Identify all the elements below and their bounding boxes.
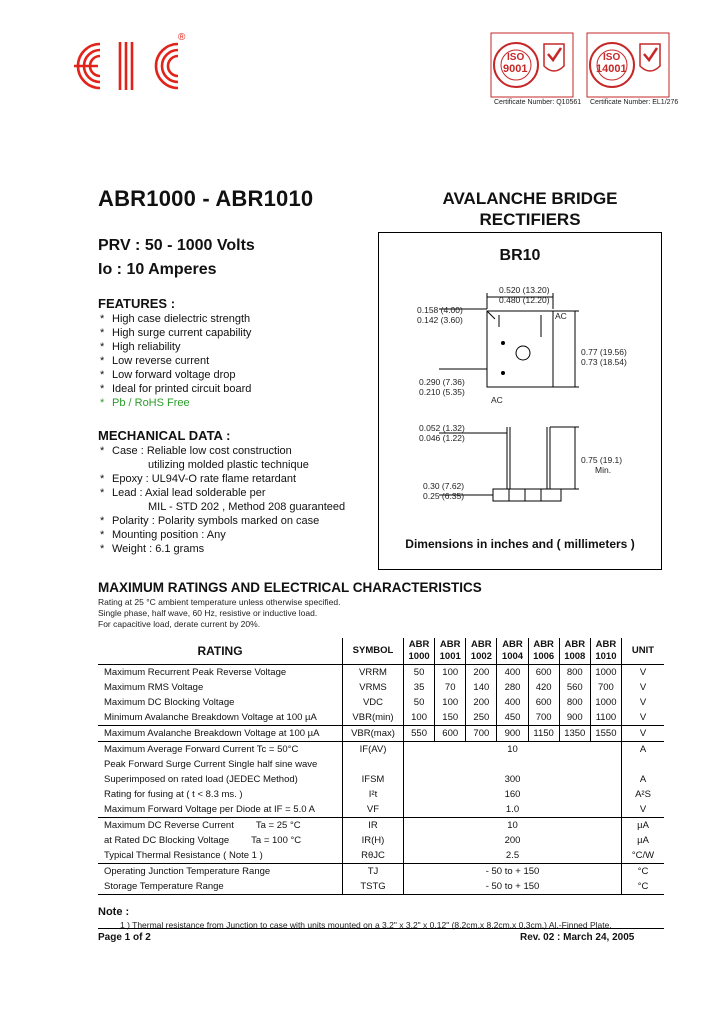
row-symbol: IR — [343, 818, 404, 834]
col-part: ABR 1002 — [466, 638, 497, 665]
page-number: Page 1 of 2 — [98, 932, 151, 943]
row-symbol: VBR(max) — [343, 726, 404, 742]
row-value: - 50 to + 150 — [404, 879, 622, 895]
table-row — [98, 757, 664, 772]
table-row — [98, 864, 664, 880]
row-label: Maximum Recurrent Peak Reverse Voltage — [98, 665, 343, 681]
cert-caption-1: Certificate Number: Q10561 — [494, 99, 582, 106]
feature-item-rohs: * Pb / RoHS Free — [100, 397, 190, 409]
col-part: ABR 1001 — [435, 638, 466, 665]
row-unit: V — [622, 710, 665, 726]
table-row — [98, 665, 664, 681]
row-unit: V — [622, 680, 665, 695]
row-value: 2.5 — [404, 848, 622, 864]
part-range-title: ABR1000 - ABR1010 — [98, 186, 314, 211]
mech-item: * Polarity : Polarity symbols marked on case — [100, 515, 320, 527]
row-label: Storage Temperature Range — [98, 879, 343, 895]
row-value: 1150 — [528, 726, 559, 742]
row-value: 420 — [528, 680, 559, 695]
row-value: 550 — [404, 726, 435, 742]
row-unit: °C — [622, 879, 665, 895]
row-value: 600 — [528, 695, 559, 710]
feature-item: * Ideal for printed circuit board — [100, 383, 252, 395]
rating-note-3: For capacitive load, derate current by 20%. — [98, 619, 261, 629]
mech-item-cont: utilizing molded plastic technique — [148, 459, 309, 471]
row-label: at Rated DC Blocking Voltage Ta = 100 °C — [104, 835, 302, 846]
row-symbol: VDC — [343, 695, 404, 710]
feature-item: * High case dielectric strength — [100, 313, 251, 325]
row-value: 200 — [466, 665, 497, 681]
row-symbol: VF — [343, 802, 404, 818]
row-value: 900 — [559, 710, 590, 726]
row-value: 1000 — [590, 695, 621, 710]
row-value: 800 — [559, 665, 590, 681]
row-value: 100 — [435, 695, 466, 710]
dim-lead-space: 0.290 (7.36) 0.210 (5.35) — [419, 377, 465, 397]
row-value: 70 — [435, 680, 466, 695]
row-value: 200 — [404, 833, 622, 848]
row-symbol: TJ — [343, 864, 404, 880]
row-value: 1550 — [590, 726, 621, 742]
row-value: 280 — [497, 680, 528, 695]
row-unit: A²S — [622, 787, 665, 802]
col-unit: UNIT — [622, 638, 665, 665]
dim-width: 0.520 (13.20) 0.480 (12.20) — [499, 285, 550, 305]
row-value: 800 — [559, 695, 590, 710]
row-label: Operating Junction Temperature Range — [98, 864, 343, 880]
ac-label-bottom: AC — [491, 395, 503, 405]
dimension-caption: Dimensions in inches and ( millimeters ) — [405, 537, 635, 551]
row-label: Maximum RMS Voltage — [104, 682, 204, 693]
dim-height: 0.77 (19.56) 0.73 (18.54) — [581, 347, 627, 367]
row-symbol — [343, 757, 404, 772]
row-label: Maximum DC Blocking Voltage — [104, 697, 235, 708]
cert-caption-2: Certificate Number: EL1/276 — [590, 99, 679, 106]
row-value: 900 — [497, 726, 528, 742]
mech-item: * Lead : Axial lead solderable per — [100, 487, 266, 499]
row-symbol: I²t — [343, 787, 404, 802]
row-value: 700 — [466, 726, 497, 742]
row-label: Peak Forward Surge Current Single half sine wave — [104, 759, 318, 770]
row-value: 100 — [435, 665, 466, 681]
row-value: 1.0 — [404, 802, 622, 818]
table-row — [98, 802, 664, 818]
row-unit: V — [622, 726, 665, 742]
row-value: 100 — [404, 710, 435, 726]
table-row — [98, 726, 664, 742]
row-symbol: VRRM — [343, 665, 404, 681]
row-value: 10 — [404, 818, 622, 834]
eic-logo — [60, 32, 190, 96]
iso9001-iso: ISO — [507, 52, 525, 63]
row-value: 600 — [528, 665, 559, 681]
mech-item: * Weight : 6.1 grams — [100, 543, 205, 555]
mech-item: * Epoxy : UL94V-O rate flame retardant — [100, 473, 297, 485]
row-value: 140 — [466, 680, 497, 695]
row-value: 1350 — [559, 726, 590, 742]
feature-item: * Low reverse current — [100, 355, 210, 367]
features-list — [98, 312, 368, 410]
row-value: 450 — [497, 710, 528, 726]
table-row — [98, 879, 664, 895]
row-value: 560 — [559, 680, 590, 695]
category-line-1: AVALANCHE BRIDGE — [442, 189, 618, 208]
dim-body-thick: 0.30 (7.62) 0.25 (6.35) — [423, 481, 465, 501]
row-value: 200 — [466, 695, 497, 710]
feature-item: * Low forward voltage drop — [100, 369, 236, 381]
row-value: 35 — [404, 680, 435, 695]
table-row — [98, 680, 664, 695]
table-row — [98, 742, 664, 758]
row-label: Rating for fusing at ( t < 8.3 ms. ) — [104, 789, 243, 800]
mechanical-heading: MECHANICAL DATA : — [98, 428, 231, 443]
row-value: 600 — [435, 726, 466, 742]
row-label: Typical Thermal Resistance ( Note 1 ) — [104, 850, 263, 861]
row-value: 1000 — [590, 665, 621, 681]
row-unit: V — [622, 665, 665, 681]
row-unit: A — [622, 742, 665, 758]
row-label: Maximum Forward Voltage per Diode at IF = 5.0 A — [104, 804, 315, 815]
iso14001-num: 14001 — [596, 63, 627, 75]
footer-rule — [98, 928, 664, 929]
row-value — [404, 757, 622, 772]
col-part: ABR 1004 — [497, 638, 528, 665]
mechanical-list — [98, 444, 378, 556]
row-symbol: RθJC — [343, 848, 404, 864]
dim-hole: 0.158 (4.00) 0.142 (3.60) — [417, 305, 463, 325]
col-rating: RATING — [197, 644, 243, 658]
table-row — [98, 833, 664, 848]
row-value: 160 — [404, 787, 622, 802]
package-drawing-box — [378, 232, 662, 570]
row-unit: A — [622, 772, 665, 787]
col-part: ABR 1008 — [559, 638, 590, 665]
row-label: Minimum Avalanche Breakdown Voltage at 100 µA — [104, 712, 317, 723]
row-value: 50 — [404, 695, 435, 710]
row-symbol: VRMS — [343, 680, 404, 695]
row-value: 250 — [466, 710, 497, 726]
feature-item: * High surge current capability — [100, 327, 252, 339]
table-header-row — [98, 638, 664, 665]
row-value: 300 — [404, 772, 622, 787]
row-value: 400 — [497, 665, 528, 681]
row-symbol: IR(H) — [343, 833, 404, 848]
feature-item: * High reliability — [100, 341, 181, 353]
rating-note-1: Rating at 25 °C ambient temperature unless otherwise specified. — [98, 597, 341, 607]
category-line-2: RECTIFIERS — [479, 210, 581, 229]
row-symbol: IFSM — [343, 772, 404, 787]
row-unit: V — [622, 802, 665, 818]
row-unit — [622, 757, 665, 772]
col-part: ABR 1006 — [528, 638, 559, 665]
row-value: 400 — [497, 695, 528, 710]
row-label: Maximum DC Reverse Current Ta = 25 °C — [98, 818, 343, 834]
prv-spec: PRV : 50 - 1000 Volts — [98, 237, 255, 254]
row-symbol: VBR(min) — [343, 710, 404, 726]
col-part: ABR 1010 — [590, 638, 621, 665]
row-unit: V — [622, 695, 665, 710]
row-symbol: IF(AV) — [343, 742, 404, 758]
iso9001-num: 9001 — [503, 63, 528, 75]
table-row — [98, 787, 664, 802]
row-value: 10 — [404, 742, 622, 758]
ac-label-top: AC — [555, 311, 567, 321]
category-title — [400, 188, 660, 230]
revision: Rev. 02 : March 24, 2005 — [520, 932, 635, 943]
iso14001-badge — [586, 32, 670, 98]
table-row — [98, 772, 664, 787]
dim-lead-dia: 0.052 (1.32) 0.046 (1.22) — [419, 423, 465, 443]
eic-logo-mark — [60, 36, 190, 96]
row-label: Maximum Average Forward Current Tc = 50°C — [98, 742, 343, 758]
col-part: ABR 1000 — [404, 638, 435, 665]
ratings-table — [98, 638, 664, 895]
registered-mark: ® — [178, 32, 186, 43]
row-value: 1100 — [590, 710, 621, 726]
row-label: Maximum Avalanche Breakdown Voltage at 100 µA — [98, 726, 343, 742]
package-name: BR10 — [499, 247, 541, 264]
rating-note-2: Single phase, half wave, 60 Hz, resistive or inductive load. — [98, 608, 318, 618]
iso9001-badge — [490, 32, 574, 98]
table-row — [98, 695, 664, 710]
row-value: 150 — [435, 710, 466, 726]
table-row — [98, 710, 664, 726]
table-row — [98, 848, 664, 864]
row-value: - 50 to + 150 — [404, 864, 622, 880]
ratings-heading: MAXIMUM RATINGS AND ELECTRICAL CHARACTERISTICS — [98, 580, 482, 595]
note-text: 1 ) Thermal resistance from Junction to case with units mounted on a 3.2" x 3.2" x 0.12" (8.2cm.x 8.2cm.x 0.3cm.) Al.-Finned Plate. — [120, 920, 612, 930]
row-unit: °C/W — [622, 848, 665, 864]
io-spec: Io : 10 Amperes — [98, 261, 217, 278]
table-row — [98, 818, 664, 834]
row-symbol: TSTG — [343, 879, 404, 895]
row-unit: µA — [622, 833, 665, 848]
row-value: 700 — [590, 680, 621, 695]
row-unit: µA — [622, 818, 665, 834]
row-unit: °C — [622, 864, 665, 880]
row-value: 700 — [528, 710, 559, 726]
mech-item-cont: MIL - STD 202 , Method 208 guaranteed — [148, 501, 346, 513]
features-heading: FEATURES : — [98, 296, 176, 311]
row-label: Superimposed on rated load (JEDEC Method) — [104, 774, 298, 785]
iso14001-iso: ISO — [603, 52, 621, 63]
mech-item: * Case : Reliable low cost construction — [100, 445, 292, 457]
note-heading: Note : — [98, 906, 130, 918]
dim-lead-length: 0.75 (19.1) Min. — [581, 455, 623, 475]
row-value: 50 — [404, 665, 435, 681]
col-symbol: SYMBOL — [343, 638, 404, 665]
mech-item: * Mounting position : Any — [100, 529, 226, 541]
